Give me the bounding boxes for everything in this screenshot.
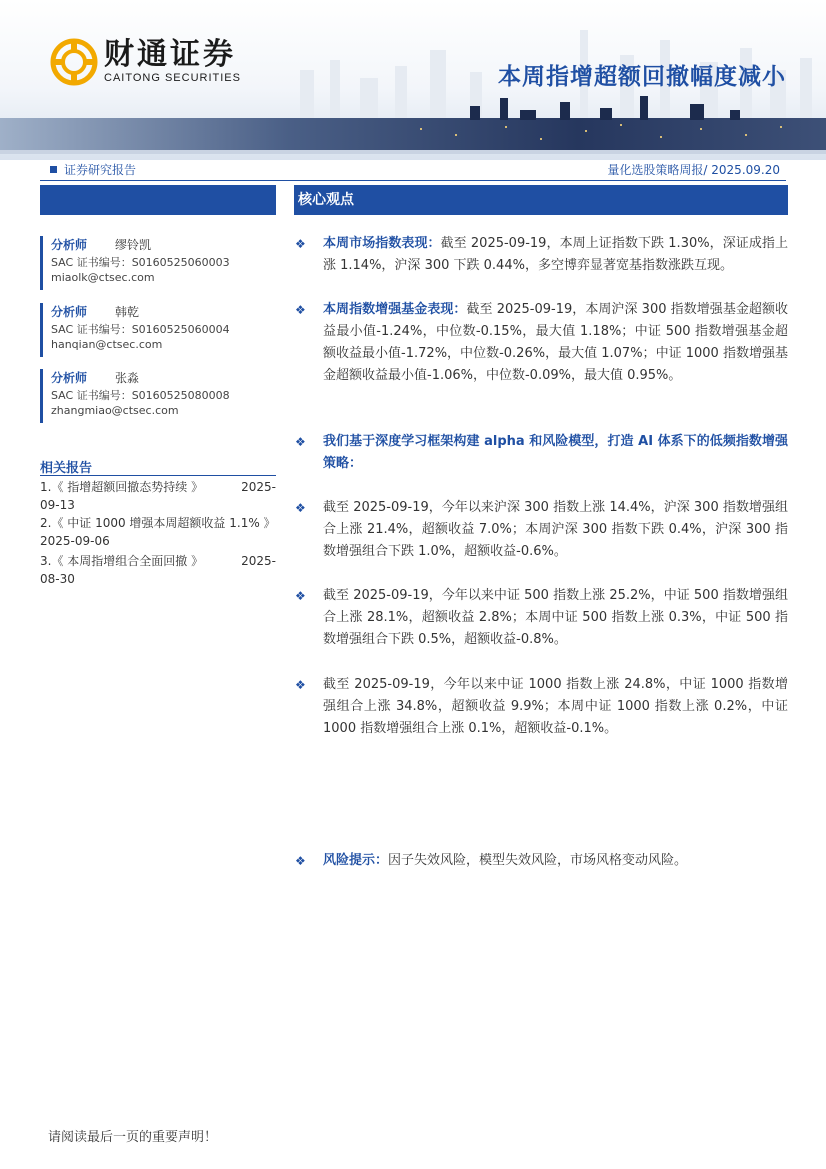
related-report-item[interactable] — [40, 478, 276, 514]
risk-warning-paragraph — [295, 850, 788, 872]
related-report-item[interactable] — [40, 514, 276, 550]
analyst-role: 分析师 — [51, 238, 88, 252]
company-logo — [50, 38, 241, 86]
brand-name-cn: 财通证券 — [104, 37, 236, 72]
analyst-accent-line — [40, 369, 43, 423]
market-index-paragraph — [295, 233, 788, 277]
analyst-name: 韩乾 — [115, 305, 140, 319]
diamond-bullet-icon: ❖ — [295, 303, 306, 317]
diamond-bullet-icon: ❖ — [295, 501, 306, 515]
paragraph-lead: 风险提示： — [323, 853, 389, 868]
related-report-date-cont: 2025-09-06 — [40, 534, 110, 548]
analyst-role: 分析师 — [51, 371, 88, 385]
analyst-accent-line — [40, 236, 43, 290]
analyst-email[interactable]: miaolk@ctsec.com — [51, 271, 155, 284]
paragraph-text: 因子失效风险，模型失效风险，市场风格变动风险。 — [388, 853, 688, 868]
csi1000-paragraph — [295, 674, 788, 740]
related-reports-heading: 相关报告 — [40, 457, 276, 476]
diamond-bullet-icon: ❖ — [295, 435, 306, 449]
analyst-sac: SAC 证书编号：S0160525080008 — [51, 389, 230, 402]
related-report-title[interactable]: 3.《 本周指增组合全面回撤 》 — [40, 554, 204, 568]
hs300-paragraph — [295, 497, 788, 563]
related-report-title[interactable]: 2.《 中证 1000 增强本周超额收益 1.1% 》 — [40, 516, 276, 530]
related-report-date: 2025- — [241, 554, 276, 568]
core-views-heading: 核心观点 — [294, 185, 788, 215]
related-report-title[interactable]: 1.《 指增超额回撤态势持续 》 — [40, 480, 204, 494]
diamond-bullet-icon: ❖ — [295, 854, 306, 868]
report-title: 本周指增超额回撤幅度减小 — [498, 64, 786, 90]
footer-disclaimer: 请阅读最后一页的重要声明！ — [48, 1130, 218, 1145]
subheader-bar — [40, 158, 786, 181]
report-type — [50, 161, 136, 178]
paragraph-text: 截至 2025-09-19，今年以来中证 1000 指数上涨 24.8%，中证 1000 指数增强组合上涨 34.8%，超额收益 9.9%；本周中证 1000 指数上涨 0.2%，中证 1000 指数增强组合上涨 0.1%，超额收益-0.1%。 — [323, 677, 788, 736]
analyst-role: 分析师 — [51, 305, 88, 319]
analyst-sac: SAC 证书编号：S0160525060003 — [51, 256, 230, 269]
related-report-date-cont: 08-30 — [40, 572, 75, 586]
related-report-date-cont: 09-13 — [40, 498, 75, 512]
square-bullet-icon — [50, 166, 57, 173]
fund-performance-paragraph — [295, 299, 788, 387]
report-series-date: 量化选股策略周报/ 2025.09.20 — [607, 163, 780, 177]
csi500-paragraph — [295, 585, 788, 651]
left-header-bar — [40, 185, 276, 215]
report-type-label: 证券研究报告 — [64, 163, 137, 177]
related-report-item[interactable] — [40, 552, 276, 588]
strategy-paragraph — [295, 431, 788, 475]
paragraph-text: 截至 2025-09-19，今年以来沪深 300 指数上涨 14.4%，沪深 300 指数增强组合上涨 21.4%，超额收益 7.0%；本周沪深 300 指数下跌 0.4%，沪深 300 指数增强组合下跌 1.0%，超额收益-0.6%。 — [323, 500, 788, 559]
caitong-logo-icon — [50, 38, 98, 86]
diamond-bullet-icon: ❖ — [295, 678, 306, 692]
analyst-email[interactable]: zhangmiao@ctsec.com — [51, 404, 179, 417]
analyst-name: 缪铃凯 — [115, 238, 152, 252]
paragraph-lead: 本周市场指数表现： — [323, 236, 441, 251]
header-banner — [0, 0, 826, 160]
paragraph-text: 截至 2025-09-19，今年以来中证 500 指数上涨 25.2%，中证 500 指数增强组合上涨 28.1%，超额收益 2.8%；本周中证 500 指数上涨 0.3%，中证 500 指数增强组合下跌 0.5%，超额收益-0.8%。 — [323, 588, 788, 647]
diamond-bullet-icon: ❖ — [295, 237, 306, 251]
paragraph-lead: 本周指数增强基金表现： — [323, 302, 467, 317]
related-report-date: 2025- — [241, 480, 276, 494]
analyst-sac: SAC 证书编号：S0160525060004 — [51, 323, 230, 336]
analyst-name: 张淼 — [115, 371, 140, 385]
paragraph-text: 我们基于深度学习框架构建 alpha 和风险模型，打造 AI 体系下的低频指数增强策略： — [323, 434, 788, 471]
paragraph-text: 截至 2025-09-19，本周上证指数下跌 1.30%，深证成指上涨 1.14%，沪深 300 下跌 0.44%，多空博弈显著宽基指数涨跌互现。 — [323, 236, 788, 273]
diamond-bullet-icon: ❖ — [295, 589, 306, 603]
brand-name-en: CAITONG SECURITIES — [104, 72, 241, 84]
analyst-email[interactable]: hanqian@ctsec.com — [51, 338, 163, 351]
analyst-accent-line — [40, 303, 43, 357]
paragraph-text: 截至 2025-09-19，本周沪深 300 指数增强基金超额收益最小值-1.24%，中位数-0.15%，最大值 1.18%；中证 500 指数增强基金超额收益最小值-1.72%，中位数-0.26%，最大值 1.07%；中证 1000 指数增强基金超额收益最小值-1.06%，中位数-0.09%，最大值 0.95%。 — [323, 302, 788, 383]
